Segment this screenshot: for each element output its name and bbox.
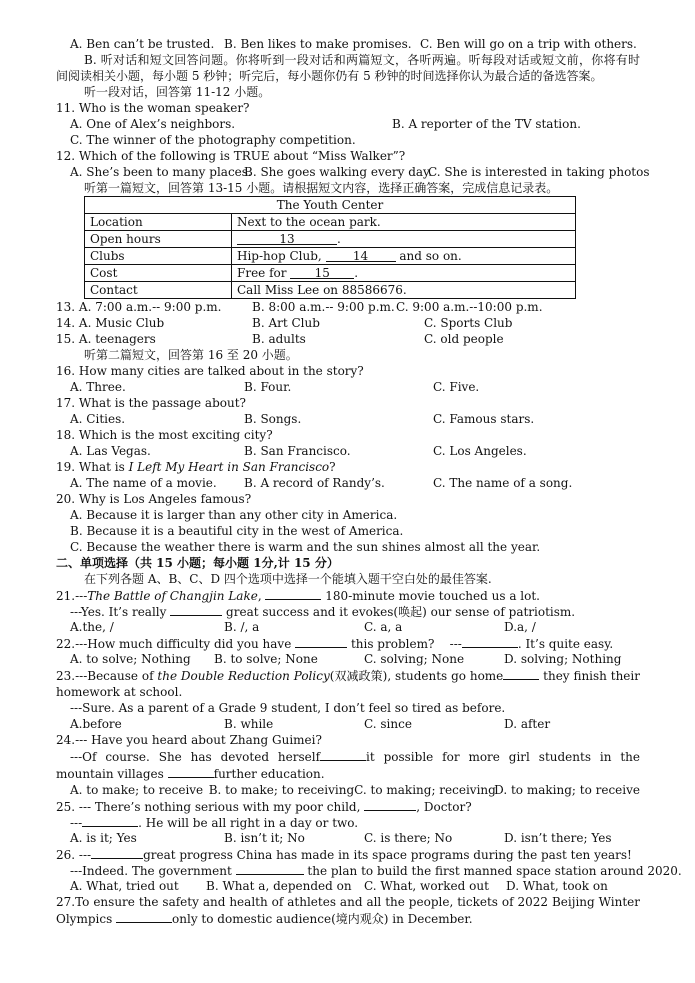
q13-options xyxy=(56,299,640,315)
q25-option-b: B. isn’t it; No xyxy=(224,831,305,845)
q24-options xyxy=(56,782,640,798)
q25-text: , Doctor? xyxy=(416,800,472,814)
q11-option-b: B. A reporter of the TV station. xyxy=(392,117,581,131)
q21-option-b: B. /, a xyxy=(224,620,260,634)
q21-option-a: A.the, / xyxy=(70,620,114,634)
q21-text: great success and it evokes(唤起) our sense of patriotism. xyxy=(222,605,576,619)
q24-option-c: C. to making; receiving xyxy=(354,783,496,797)
q15-options xyxy=(56,331,640,347)
q21-option-d: D.a, / xyxy=(504,620,536,634)
q22-text: . It’s quite easy. xyxy=(517,637,614,651)
table-value-text: Next to the ocean park. xyxy=(237,214,381,229)
table-row xyxy=(85,248,576,265)
q23-policy-title: the Double Reduction Policy xyxy=(157,669,330,683)
q25-option-d: D. isn’t there; Yes xyxy=(504,831,612,845)
q11-option-a: A. One of Alex’s neighbors. xyxy=(70,117,236,131)
q25-line1 xyxy=(56,798,640,814)
q10-options xyxy=(56,36,640,52)
q16-option-c: C. Five. xyxy=(433,380,480,394)
table-row xyxy=(85,231,576,248)
q15-option-b: B. adults xyxy=(252,332,306,346)
table-value xyxy=(232,214,576,231)
q26-options xyxy=(56,878,640,894)
q14-option-c: C. Sports Club xyxy=(424,316,513,330)
q24-line1: 24.--- Have you heard about Zhang Guimei? xyxy=(56,733,322,747)
q21-line1 xyxy=(56,587,640,603)
q13-option-b: B. 8:00 a.m.-- 9:00 p.m. xyxy=(252,300,395,314)
q16-options xyxy=(56,379,640,395)
q24-text-part: it possible for more girl students in the mountain villages xyxy=(56,750,640,781)
q13-option-c: C. 9:00 a.m.--10:00 p.m. xyxy=(396,300,543,314)
table-value-text: and so on. xyxy=(395,248,462,263)
q22-options xyxy=(56,651,640,667)
q10-option-a: A. Ben can’t be trusted. xyxy=(70,37,215,51)
q11-option-c: C. The winner of the photography competition. xyxy=(70,133,356,147)
table-value xyxy=(232,265,576,282)
q21-text: 21.--- xyxy=(56,589,88,603)
q27-text xyxy=(56,894,644,927)
q21-line2 xyxy=(56,603,640,619)
answer-blank-23[interactable] xyxy=(503,667,539,680)
q14-option-a: 14. A. Music Club xyxy=(56,316,165,330)
q19-stem-end: ? xyxy=(329,460,336,474)
q26-option-a: A. What, tried out xyxy=(70,879,179,893)
q24-option-b: B. to make; to receiving xyxy=(208,783,355,797)
answer-blank-26a[interactable] xyxy=(91,846,143,859)
q21-text: 180-minute movie touched us a lot. xyxy=(321,589,540,603)
table-title: The Youth Center xyxy=(85,197,576,214)
q23-text-part: (双减政策), students go home xyxy=(329,669,504,683)
answer-blank-22a[interactable] xyxy=(295,635,347,648)
q26-option-c: C. What, worked out xyxy=(364,879,489,893)
q22-option-d: D. solving; Nothing xyxy=(504,652,622,666)
q16-option-a: A. Three. xyxy=(70,380,126,394)
q10-option-c: C. Ben will go on a trip with others. xyxy=(420,37,637,51)
table-value-text: . xyxy=(354,265,359,280)
exam-page xyxy=(56,36,682,927)
q24-text-part: ---Of course. She has devoted herself xyxy=(70,750,321,764)
answer-blank-25a[interactable] xyxy=(364,798,416,811)
answer-blank-25b[interactable] xyxy=(82,814,138,827)
q20-option-b: B. Because it is a beautiful city in the west of America. xyxy=(70,524,404,538)
answer-blank-21b[interactable] xyxy=(170,603,222,616)
answer-blank-26b[interactable] xyxy=(236,862,304,875)
q21-text: ---Yes. It’s really xyxy=(70,605,171,619)
q12-option-c: C. She is interested in taking photos xyxy=(428,165,650,179)
q13-option-a: 13. A. 7:00 a.m.-- 9:00 p.m. xyxy=(56,300,222,314)
youth-center-table xyxy=(84,196,576,299)
table-key: Open hours xyxy=(85,231,232,248)
q10-option-b: B. Ben likes to make promises. xyxy=(224,37,412,51)
q22-option-c: C. solving; None xyxy=(364,652,465,666)
q26-option-b: B. What a, depended on xyxy=(206,879,352,893)
table-key: Clubs xyxy=(85,248,232,265)
q14-options xyxy=(56,315,640,331)
table-value-text: Call Miss Lee on 88586676. xyxy=(237,282,407,297)
q26-text: 26. --- xyxy=(56,848,92,862)
table-key: Cost xyxy=(85,265,232,282)
q26-text: the plan to build the first manned space station around 2020. xyxy=(303,864,682,878)
q18-option-c: C. Los Angeles. xyxy=(433,444,527,458)
q22-option-a: A. to solve; Nothing xyxy=(70,652,191,666)
q24-text-part: further education. xyxy=(213,767,325,781)
q23-line2: ---Sure. As a parent of a Grade 9 student, I don’t feel so tired as before. xyxy=(70,701,506,715)
q19-options xyxy=(56,475,640,491)
q27-text-part: only to domestic audience(境内观众) in December. xyxy=(172,912,473,926)
q11-options-row1 xyxy=(56,116,640,132)
q19-stem-text: 19. What is xyxy=(56,460,129,474)
table-value-text: Free for xyxy=(237,265,291,280)
table-row xyxy=(85,282,576,299)
q18-stem: 18. Which is the most exciting city? xyxy=(56,428,273,442)
q23-text xyxy=(56,667,640,700)
q22-text: 22.---How much difficulty did you have xyxy=(56,637,296,651)
passage1-intro: 听第一篇短文，回答第 13-15 小题。请根据短文内容，选择正确答案，完成信息记录表。 xyxy=(84,181,559,195)
q25-option-c: C. is there; No xyxy=(364,831,453,845)
answer-blank-22b[interactable] xyxy=(462,635,518,648)
q17-option-c: C. Famous stars. xyxy=(433,412,535,426)
answer-blank-13[interactable]: 13 xyxy=(237,232,337,245)
q22-option-b: B. to solve; None xyxy=(214,652,318,666)
q26-text: ---Indeed. The government xyxy=(70,864,236,878)
q21-options xyxy=(56,619,640,635)
q17-option-a: A. Cities. xyxy=(70,412,126,426)
q12-options xyxy=(56,164,650,180)
q23-option-d: D. after xyxy=(504,717,551,731)
q21-text: , xyxy=(257,589,266,603)
table-row xyxy=(85,265,576,282)
answer-blank-21a[interactable] xyxy=(265,587,321,600)
q19-stem xyxy=(56,459,640,475)
q12-option-b: B. She goes walking every day. xyxy=(244,165,433,179)
q12-stem: 12. Which of the following is TRUE about “Miss Walker”? xyxy=(56,149,406,163)
q24-text xyxy=(56,748,640,782)
q19-option-a: A. The name of a movie. xyxy=(70,476,217,490)
q20-stem: 20. Why is Los Angeles famous? xyxy=(56,492,252,506)
q18-option-a: A. Las Vegas. xyxy=(70,444,151,458)
q17-stem: 17. What is the passage about? xyxy=(56,396,246,410)
q20-option-a: A. Because it is larger than any other city in America. xyxy=(70,508,398,522)
q16-option-b: B. Four. xyxy=(244,380,292,394)
q14-option-b: B. Art Club xyxy=(252,316,320,330)
q19-option-b: B. A record of Randy’s. xyxy=(244,476,385,490)
q25-options xyxy=(56,830,640,846)
passage2-intro: 听第二篇短文，回答第 16 至 20 小题。 xyxy=(84,348,298,362)
q26-text: great progress China has made in its space programs during the past ten years! xyxy=(143,848,632,862)
q23-option-c: C. since xyxy=(364,717,412,731)
dialogue-intro: 听一段对话，回答第 11-12 小题。 xyxy=(84,85,271,99)
q17-options xyxy=(56,411,640,427)
q24-option-a: A. to make; to receive xyxy=(70,783,204,797)
table-key: Contact xyxy=(85,282,232,299)
section-instructions: 在下列各题 A、B、C、D 四个选项中选择一个能填入题干空白处的最佳答案. xyxy=(84,572,492,586)
table-key: Location xyxy=(85,214,232,231)
q22-line1 xyxy=(56,635,640,651)
q22-text: this problem? --- xyxy=(347,637,462,651)
q18-options xyxy=(56,443,640,459)
q11-stem: 11. Who is the woman speaker? xyxy=(56,101,250,115)
answer-blank-14[interactable]: 14 xyxy=(326,249,396,262)
q24-option-d: D. to making; to receive xyxy=(494,783,640,797)
q21-movie-title: The Battle of Changjin Lake xyxy=(87,589,258,603)
q23-options xyxy=(56,716,640,732)
table-value-text: . xyxy=(337,231,341,246)
q25-line2 xyxy=(56,814,640,830)
table-row xyxy=(85,214,576,231)
q15-option-a: 15. A. teenagers xyxy=(56,332,156,346)
q26-line2 xyxy=(56,862,682,878)
answer-blank-24a[interactable] xyxy=(320,748,366,761)
q25-text: 25. --- There’s nothing serious with my poor child, xyxy=(56,800,365,814)
section-heading: 二、单项选择（共 15 小题；每小题 1分,计 15 分） xyxy=(56,556,339,570)
table-value-text: Hip-hop Club, xyxy=(237,248,326,263)
q25-text: . He will be all right in a day or two. xyxy=(138,816,359,830)
q27-text-part: 27.To ensure the safety and health of athletes and all the people, tickets of 2022 Beijing Winter Olympics xyxy=(56,895,644,926)
answer-blank-24b[interactable] xyxy=(168,765,214,778)
q20-option-c: C. Because the weather there is warm and the sun shines almost all the year. xyxy=(70,540,541,554)
q15-option-c: C. old people xyxy=(424,332,504,346)
q21-option-c: C. a, a xyxy=(364,620,403,634)
q25-text: --- xyxy=(70,816,83,830)
answer-blank-27[interactable] xyxy=(116,910,172,923)
q18-option-b: B. San Francisco. xyxy=(244,444,351,458)
part-b-instructions: B. 听对话和短文回答问题。你将听到一段对话和两篇短文，各听两遍。听每段对话或短文前，你将有时间阅读相关小题，每小题 5 秒钟；听完后，每小题你仍有 5 秒钟的时间选择你认为最合适的备选答案。 xyxy=(56,53,640,83)
q12-option-a: A. She’s been to many places. xyxy=(70,165,252,179)
q23-option-a: A.before xyxy=(70,717,122,731)
table-value xyxy=(232,282,576,299)
q26-option-d: D. What, took on xyxy=(506,879,608,893)
answer-blank-15[interactable]: 15 xyxy=(290,266,354,279)
q23-option-b: B. while xyxy=(224,717,274,731)
q19-option-c: C. The name of a song. xyxy=(433,476,573,490)
q17-option-b: B. Songs. xyxy=(244,412,302,426)
q26-line1 xyxy=(56,846,640,862)
table-value xyxy=(232,231,576,248)
q23-text-part: 23.---Because of xyxy=(56,669,158,683)
q25-option-a: A. is it; Yes xyxy=(70,831,137,845)
q19-song-title: I Left My Heart in San Francisco xyxy=(128,460,330,474)
q16-stem: 16. How many cities are talked about in the story? xyxy=(56,364,364,378)
q23-text-part: they finish their homework at school. xyxy=(56,669,640,699)
table-value xyxy=(232,248,576,265)
